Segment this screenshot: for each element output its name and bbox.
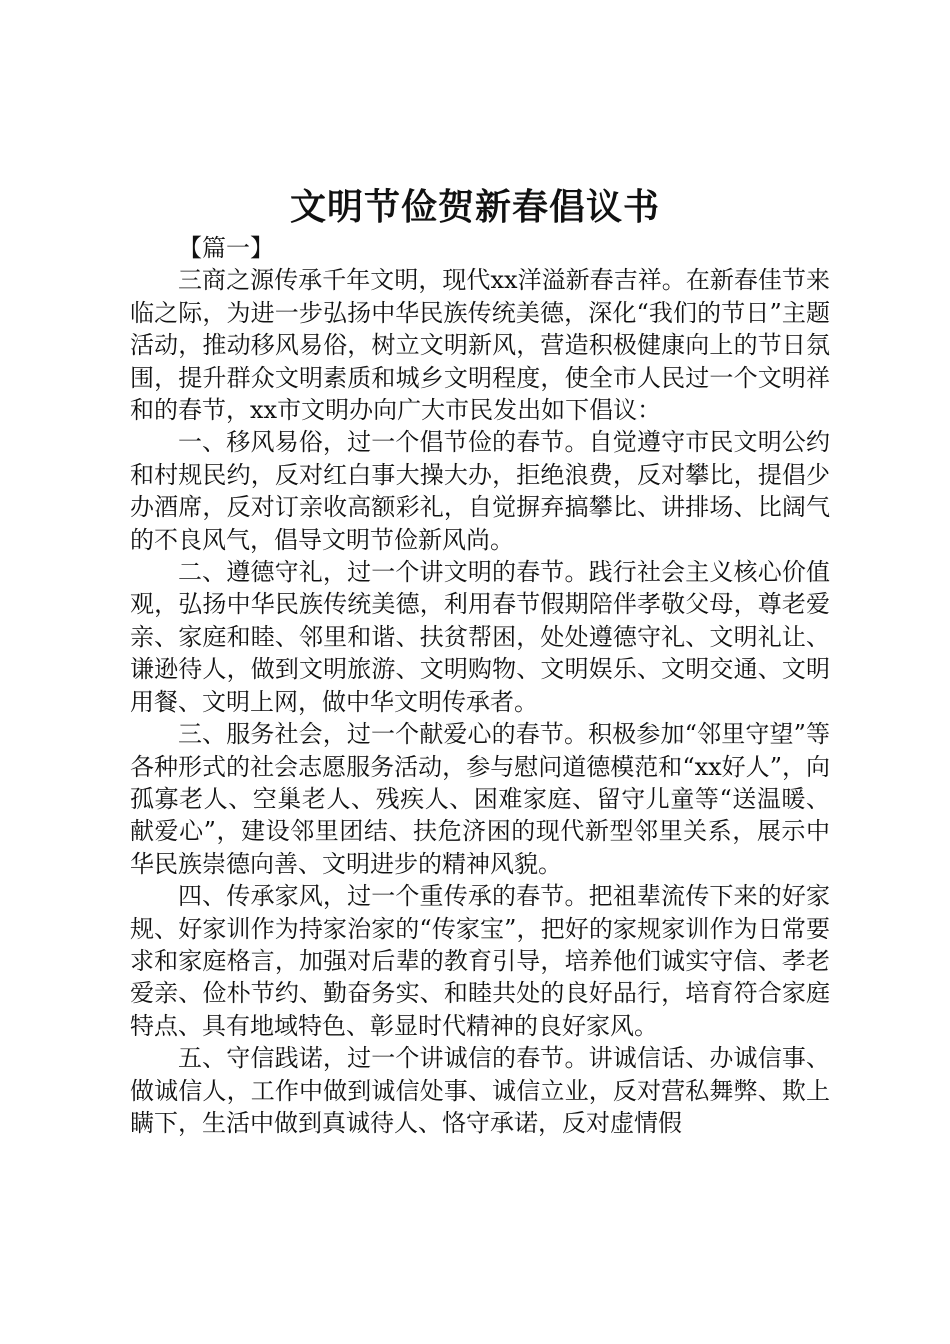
document-title: 文明节俭贺新春倡议书 — [289, 187, 660, 228]
paragraph-item-4: 四、传承家风，过一个重传承的春节。把祖辈流传下来的好家规、好家训作为持家治家的“传家宝”，把好的家规家训作为日常要求和家庭格言，加强对后辈的教育引导，培养他们诚实守信、孝老爱亲、俭朴节约、勤奋务实、和睦共处的良好品行，培育符合家庭特点、具有地域特色、彰显时代精神的良好家风。 — [130, 882, 830, 1040]
paragraph-intro: 三商之源传承千年文明，现代xx洋溢新春吉祥。在新春佳节来临之际，为进一步弘扬中华民族传统美德，深化“我们的节日”主题活动，推动移风易俗，树立文明新风，营造积极健康向上的节日氛围，提升群众文明素质和城乡文明程度，使全市人民过一个文明祥和的春节，xx市文明办向广大市民发出如下倡议： — [130, 266, 830, 425]
paragraph-item-5: 五、守信践诺，过一个讲诚信的春节。讲诚信话、办诚信事、做诚信人，工作中做到诚信处事、诚信立业，反对营私舞弊、欺上瞒下，生活中做到真诚待人、恪守承诺，反对虚情假 — [130, 1044, 830, 1137]
document-body — [130, 232, 830, 1139]
paragraph-item-2: 二、遵德守礼，过一个讲文明的春节。践行社会主义核心价值观，弘扬中华民族传统美德，利用春节假期陪伴孝敬父母，尊老爱亲、家庭和睦、邻里和谐、扶贫帮困，处处遵德守礼、文明礼让、谦逊待人，做到文明旅游、文明购物、文明娱乐、文明交通、文明用餐、文明上网，做中华文明传承者。 — [130, 558, 830, 716]
section-label: 【篇一】 — [178, 234, 274, 262]
paragraph-item-1: 一、移风易俗，过一个倡节俭的春节。自觉遵守市民文明公约和村规民约，反对红白事大操大办，拒绝浪费，反对攀比，提倡少办酒席，反对订亲收高额彩礼，自觉摒弃搞攀比、讲排场、比阔气的不良风气，倡导文明节俭新风尚。 — [130, 428, 830, 554]
paragraph-item-3: 三、服务社会，过一个献爱心的春节。积极参加“邻里守望”等各种形式的社会志愿服务活动，参与慰问道德模范和“xx好人”，向孤寡老人、空巢老人、残疾人、困难家庭、留守儿童等“送温暖、献爱心”，建设邻里团结、扶危济困的现代新型邻里关系，展示中华民族崇德向善、文明进步的精神风貌。 — [130, 720, 830, 878]
